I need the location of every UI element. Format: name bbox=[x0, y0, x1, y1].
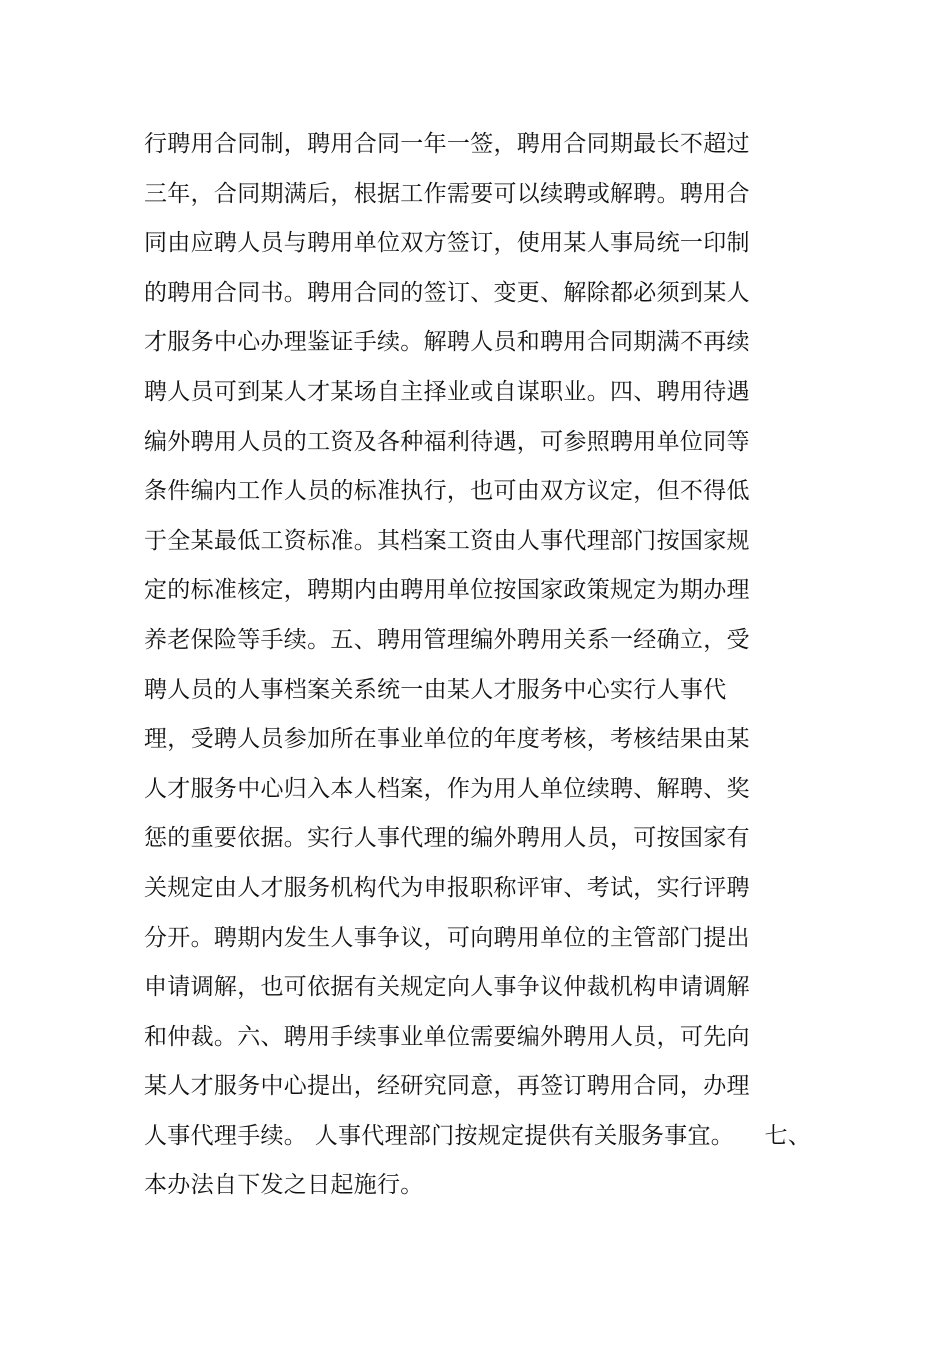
text-line: 本办法自下发之日起施行。 bbox=[144, 1172, 424, 1199]
text-line: 定的标准核定，聘期内由聘用单位按国家政策规定为期办理 bbox=[144, 577, 750, 604]
text-line: 养老保险等手续。五、聘用管理编外聘用关系一经确立，受 bbox=[144, 626, 750, 653]
text-line: 人才服务中心归入本人档案，作为用人单位续聘、解聘、奖 bbox=[144, 775, 750, 802]
text-line: 行聘用合同制，聘用合同一年一签，聘用合同期最长不超过 bbox=[144, 131, 750, 157]
text-line: 和仲裁。六、聘用手续事业单位需要编外聘用人员，可先向 bbox=[144, 1023, 750, 1050]
text-line: 分开。聘期内发生人事争议，可向聘用单位的主管部门提出 bbox=[144, 924, 750, 951]
text-line: 三年，合同期满后，根据工作需要可以续聘或解聘。聘用合 bbox=[144, 180, 750, 207]
document-body bbox=[144, 120, 824, 1211]
text-line: 编外聘用人员的工资及各种福利待遇，可参照聘用单位同等 bbox=[144, 428, 750, 455]
text-line: 的聘用合同书。聘用合同的签订、变更、解除都必须到某人 bbox=[144, 279, 750, 306]
text-line: 于全某最低工资标准。其档案工资由人事代理部门按国家规 bbox=[144, 527, 750, 554]
text-line: 申请调解，也可依据有关规定向人事争议仲裁机构申请调解 bbox=[144, 974, 750, 1001]
text-line: 某人才服务中心提出，经研究同意，再签订聘用合同，办理 bbox=[144, 1073, 750, 1100]
text-line: 关规定由人才服务机构代为申报职称评审、考试，实行评聘 bbox=[144, 874, 750, 901]
text-line: 条件编内工作人员的标准执行，也可由双方议定，但不得低 bbox=[144, 478, 750, 505]
text-line: 理，受聘人员参加所在事业单位的年度考核，考核结果由某 bbox=[144, 726, 750, 753]
text-line: 惩的重要依据。实行人事代理的编外聘用人员，可按国家有 bbox=[144, 825, 750, 852]
text-line: 人事代理手续。 人事代理部门按规定提供有关服务事宜。 七、 bbox=[144, 1122, 812, 1149]
text-line: 才服务中心办理鉴证手续。解聘人员和聘用合同期满不再续 bbox=[144, 329, 750, 356]
text-line: 聘人员的人事档案关系统一由某人才服务中心实行人事代 bbox=[144, 676, 727, 703]
text-line: 同由应聘人员与聘用单位双方签订，使用某人事局统一印制 bbox=[144, 230, 750, 257]
text-line: 聘人员可到某人才某场自主择业或自谋职业。四、聘用待遇 bbox=[144, 378, 750, 405]
